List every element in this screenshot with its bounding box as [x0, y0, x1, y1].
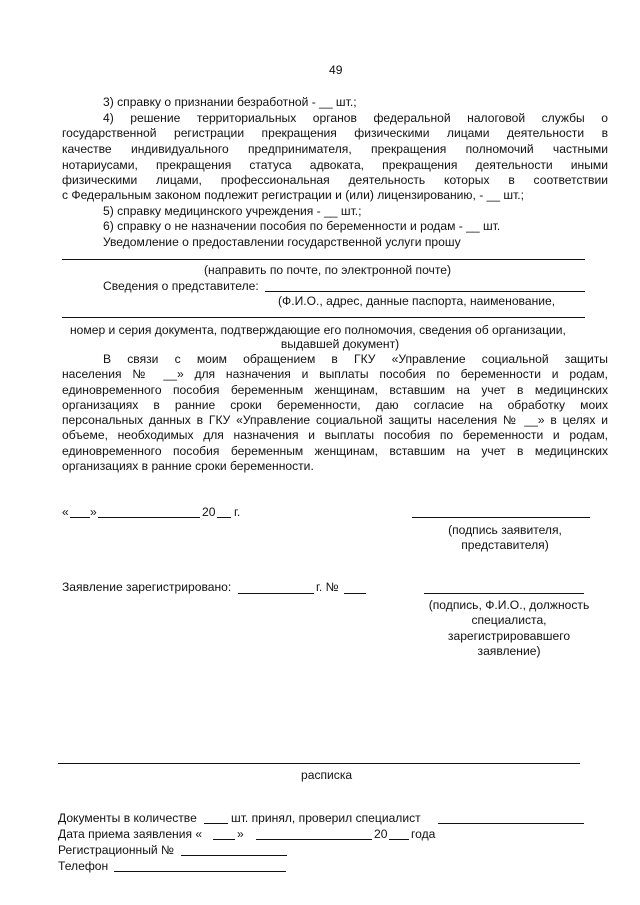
item-4-line: нотариусами, прекращения статуса адвоката, прекращения деятельности иными [62, 158, 608, 172]
representative-hint-2: номер и серия документа, подтверждающие его полномочия, сведения об организации, [70, 323, 566, 337]
consent-line: единовременного пособия беременным женщинам, вставшим на учет в медицинских [62, 383, 608, 397]
date-year-suffix: г. [234, 505, 241, 519]
receipt-date-suffix: года [411, 827, 436, 841]
date-close-quote: » [90, 505, 97, 519]
specialist-signature-line[interactable] [424, 593, 584, 594]
receipt-specialist-blank[interactable] [438, 823, 584, 824]
receipt-date-month-blank[interactable] [256, 839, 372, 840]
consent-line: объеме, необходимых для назначения и выплаты пособия по беременности и родам, [62, 428, 608, 442]
registration-year-mark: г. № [316, 580, 339, 594]
applicant-signature-hint-1: (подпись заявителя, [448, 523, 562, 537]
date-open-quote: « [62, 505, 69, 519]
page-number: 49 [329, 63, 343, 77]
consent-line: В связи с моим обращением в ГКУ «Управление социальной защиты [103, 352, 608, 366]
consent-line: населения № __» для назначения и выплаты пособия по беременности и родам, [62, 367, 608, 381]
date-year-prefix: 20 [202, 505, 216, 519]
representative-label: Сведения о представителе: [103, 279, 259, 293]
notice-prompt: Уведомление о предоставлении государственной услуги прошу [103, 235, 461, 249]
receipt-docs-suffix: шт. принял, проверил специалист [231, 811, 421, 825]
receipt-date-year: 20 [374, 827, 388, 841]
receipt-reg-number: Регистрационный № [58, 843, 175, 857]
representative-line [265, 291, 585, 292]
specialist-signature-hint-2: специалиста, [471, 613, 547, 627]
item-4-line: качестве индивидуального предпринимателя, прекращения полномочий частными [62, 142, 608, 156]
registration-label: Заявление зарегистрировано: [62, 580, 232, 594]
consent-line: единовременного пособия беременным женщинам, вставшим на учет в медицинских [62, 444, 608, 458]
representative-line-2 [62, 317, 585, 318]
consent-last-line: организациях в ранние сроки беременности. [62, 459, 314, 473]
receipt-date-year-blank[interactable] [389, 839, 409, 840]
notice-delivery-line [62, 259, 585, 260]
item-6: 6) справку о не назначении пособия по беременности и родам - __ шт. [103, 219, 501, 233]
representative-hint-3: выдавшей документ) [280, 337, 400, 351]
applicant-signature-line[interactable] [412, 517, 590, 518]
item-4-line: физическими лицами, профессиональная деятельность которых в соответствии [62, 173, 608, 187]
receipt-phone-blank[interactable] [114, 871, 286, 872]
item-4-line: государственной регистрации прекращения физическими лицами деятельности в [62, 126, 608, 140]
receipt-phone: Телефон [58, 859, 109, 873]
receipt-docs-count-blank[interactable] [204, 823, 228, 824]
representative-hint-1: (Ф.И.О., адрес, данные паспорта, наименование, [278, 294, 556, 308]
receipt-date-quote-close: » [237, 827, 244, 841]
consent-line: организациях в ранние сроки беременности, даю согласие на обработку моих [62, 398, 608, 412]
date-day-blank[interactable] [70, 517, 90, 518]
registration-number-blank[interactable] [344, 593, 366, 594]
specialist-signature-hint-4: заявление) [477, 644, 541, 658]
notice-hint: (направить по почте, по электронной почте) [204, 263, 452, 277]
receipt-separator [58, 763, 580, 764]
item-3: 3) справку о признании безработной - __ шт.; [103, 95, 357, 109]
receipt-date-day-blank[interactable] [213, 839, 235, 840]
date-month-blank[interactable] [98, 517, 200, 518]
date-year-blank[interactable] [217, 517, 231, 518]
receipt-date-prefix: Дата приема заявления « [58, 827, 203, 841]
applicant-signature-hint-2: представителя) [461, 538, 549, 552]
consent-line: персональных данных в ГКУ «Управление социальной защиты населения № __» в целях и [62, 413, 608, 427]
registration-date-blank[interactable] [238, 593, 314, 594]
receipt-reg-number-blank[interactable] [181, 855, 287, 856]
specialist-signature-hint-1: (подпись, Ф.И.О., должность [428, 598, 590, 612]
receipt-title: расписка [301, 768, 353, 782]
item-4-line: 4) решение территориальных органов федеральной налоговой службы о [103, 111, 608, 125]
item-4-last-line: с Федеральным законом подлежит регистрации и (или) лицензированию, - __ шт.; [62, 188, 525, 202]
receipt-docs-prefix: Документы в количестве [58, 811, 197, 825]
item-5: 5) справку медицинского учреждения - __ шт.; [103, 204, 362, 218]
specialist-signature-hint-3: зарегистрировавшего [447, 629, 571, 643]
